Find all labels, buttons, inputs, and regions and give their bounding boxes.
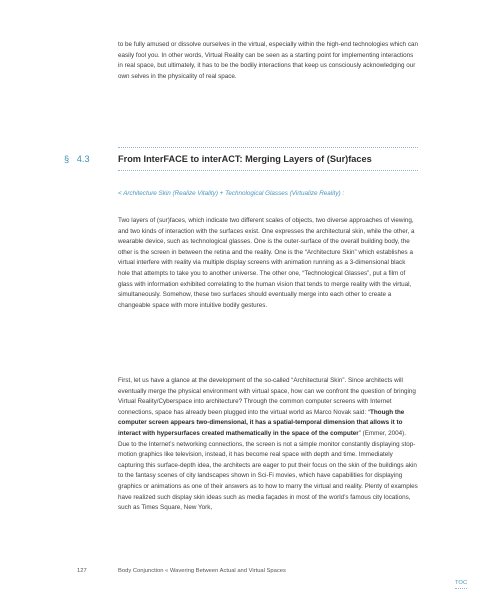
- toc-link[interactable]: TOC: [455, 580, 467, 589]
- section-number: 4.3: [76, 154, 90, 164]
- section-top-rule: [118, 147, 418, 148]
- section-symbol: §: [64, 154, 70, 164]
- page-number: 127: [77, 568, 87, 574]
- paragraph-2-text-after: ” (Emmer, 2004). Due to the Internet’s networking connections, the screen is not a simple monitor constantly displaying stop-motion graphics like television, instead, it has become real space with depth and time. Immediately capturing this surface-depth idea, the architects are eager to put their focus on the skin of the buildings akin to the fantasy scenes of city landscapes shown in Sci-Fi movies, which have capabilities for displaying graphics or animations as one of their answers as to how to marry the virtual and reality. Plenty of examples have realized such display skin ideas such as media façades in most of the world’s famous city locations, such as Times Square, New York,: [118, 429, 418, 512]
- section-subtitle: < Architecture Skin (Realize Vitality) + Technological Glasses (Virtualize Reality) :: [118, 190, 345, 197]
- section-bottom-rule: [118, 170, 418, 171]
- novak-quote: Though the computer screen appears two-dimensional, it has a spatial-temporal dimension that allows it to interact with hypersurfaces created mathematically in the space of the computer: [118, 408, 405, 437]
- body-paragraph-1: Two layers of (sur)faces, which indicate two different scales of objects, two diverse approaches of viewing, and two kinds of interaction with the surfaces exist. One expresses the architectural skin, while the other, a wearable device, such as technological glasses. One is the outer-surface of the overall building body, the other is the screen in between the retina and the reality. One is the “Architecture Skin” which establishes a virtual interfere with reality via multiple display screens with animation running as a 3-dimensional black hole that attempts to take you to another universe. The other one, “Technological Glasses”, put a film of glass with information exhibited correlating to the human vision that tends to merge reality with the virtual, simultaneously. Somehow, these two surfaces should eventually merge into each other to create a changeable space with more intuitive bodily gestures.: [118, 217, 415, 309]
- intro-paragraph: to be fully amused or dissolve ourselves in the virtual, especially within the high-end technologies which can easily fool you. In other words, Virtual Reality can be seen as a starting point for implementing interactions in real space, but ultimately, it has to be the bodily interactions that keep us consciously acknowledging our own selves in the physicality of real space.: [118, 41, 418, 80]
- section-marker: [64, 154, 90, 164]
- section-title: From InterFACE to interACT: Merging Layers of (Sur)faces: [118, 154, 372, 164]
- paragraph-2-text-before: First, let us have a glance at the development of the so-called “Architectural Skin”. Since architects will eventually merge the physical environment with virtual space, how can we confront the question of bringing Virtual Reality/Cyberspace into architecture? Through the common computer screens with Internet connections, space has already been plugged into the virtual world as Marco Novak said: “: [118, 377, 416, 416]
- running-title: Body Conjunction « Wavering Between Actual and Virtual Spaces: [118, 568, 286, 574]
- body-paragraph-2: [118, 376, 418, 514]
